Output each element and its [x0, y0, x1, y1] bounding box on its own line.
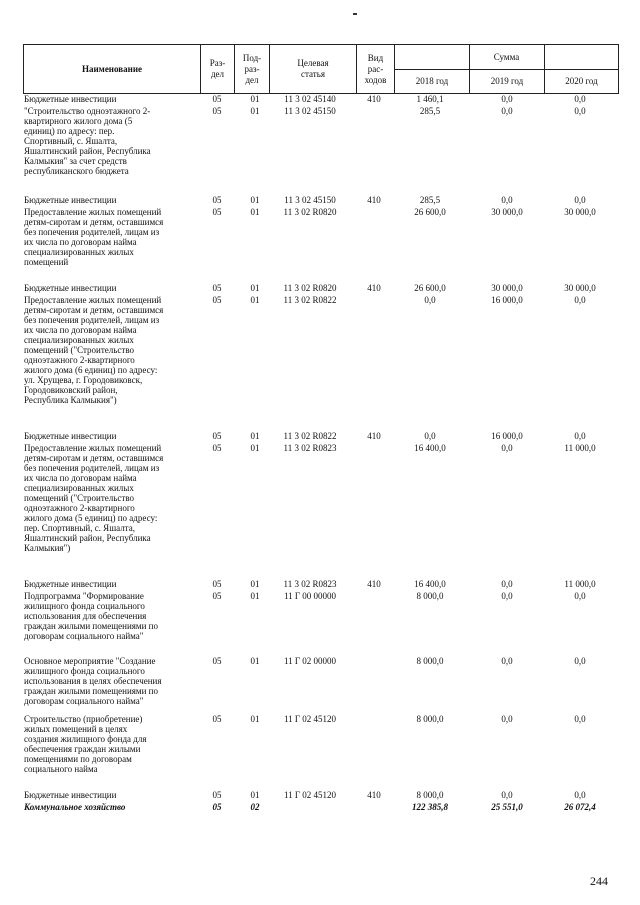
row-sum-2019: 0,0	[501, 714, 513, 724]
row-name: Предоставление жилых помещений детям-сиротам и детям, оставшимся без попечения родителей, лицам из их числа по договорам найма специализированных жилых помещений	[24, 207, 164, 267]
row-sum-2019: 0,0	[501, 591, 513, 601]
row-sum-2018: 8 000,0	[416, 656, 444, 666]
row-name: Бюджетные инвестиции	[24, 283, 117, 293]
row-razdel: 05	[212, 790, 222, 800]
row-name: Бюджетные инвестиции	[24, 431, 117, 441]
row-target: 11 3 02 R0823	[283, 443, 337, 453]
row-name: Предоставление жилых помещений детям-сиротам и детям, оставшимся без попечения родителей, лицам из их числа по договорам найма специализированных жилых помещений ("Строительство одноэтажного 2-квартирного жилого дома (6 единиц) по адресу: ул. Хрущева, г. Городовиковск, Городовиковский район, Республика Калмыкия")	[24, 295, 164, 405]
row-razdel: 05	[212, 283, 222, 293]
row-sum-2019: 0,0	[501, 443, 513, 453]
row-target: 11 3 02 R0823	[283, 579, 337, 589]
row-podrazdel: 01	[250, 591, 260, 601]
row-name: Предоставление жилых помещений детям-сиротам и детям, оставшимся без попечения родителей, лицам из их числа по договорам найма специализированных жилых помещений ("Строительство одноэтажного 2-квартирного жилого дома (5 единиц) по адресу: пер. Спортивный, с. Яшалта, Яшалтинский район, Республика Калмыкия")	[24, 443, 164, 553]
header-2019: 2019 год	[490, 76, 524, 86]
row-target: 11 Г 02 45120	[283, 790, 337, 800]
row-sum-2020: 11 000,0	[564, 443, 596, 453]
row-name: "Строительство одноэтажного 2- квартирного жилого дома (5 единиц) по адресу: пер. Спортивный, с. Яшалта, Яшалтинский район, Республика Калмыкия" за счет средств республиканского бюджета	[24, 106, 151, 176]
row-vid: 410	[367, 195, 381, 205]
row-podrazdel: 01	[250, 579, 260, 589]
row-sum-2020: 0,0	[574, 714, 586, 724]
row-podrazdel: 01	[250, 656, 260, 666]
row-sum-2020: 0,0	[574, 431, 586, 441]
row-sum-2018: 0,0	[424, 431, 436, 441]
row-target: 11 3 02 45140	[284, 94, 336, 104]
row-podrazdel: 01	[250, 790, 260, 800]
row-target: 11 3 02 R0822	[283, 295, 337, 305]
row-target: 11 Г 00 00000	[283, 591, 337, 601]
row-sum-2019: 16 000,0	[491, 295, 523, 305]
row-razdel: 05	[212, 295, 222, 305]
row-sum-2018: 26 600,0	[414, 283, 446, 293]
row-sum-2018: 1 460,1	[416, 94, 444, 104]
row-sum-2019: 16 000,0	[491, 431, 523, 441]
row-razdel: 05	[212, 207, 222, 217]
row-sum-2018: 26 600,0	[414, 207, 446, 217]
row-name: Бюджетные инвестиции	[24, 790, 117, 800]
header-podrazdel: Под- раз- дел	[242, 52, 262, 85]
header-name: Наименование	[82, 63, 142, 74]
row-podrazdel: 01	[250, 94, 260, 104]
row-name: Строительство (приобретение) жилых помещений в целях создания жилищного фонда для обеспечения граждан жилыми помещениями по договорам социального найма	[24, 714, 147, 774]
row-sum-2019: 0,0	[501, 106, 513, 116]
table-header	[23, 44, 619, 94]
row-razdel: 05	[212, 802, 222, 812]
header-vid: Вид рас- ходов	[364, 52, 387, 85]
top-mark	[353, 13, 357, 15]
row-sum-2018: 122 385,8	[412, 802, 448, 812]
row-podrazdel: 01	[250, 443, 260, 453]
row-target: 11 3 02 45150	[284, 106, 336, 116]
row-name: Бюджетные инвестиции	[24, 94, 117, 104]
row-sum-2020: 0,0	[574, 94, 586, 104]
row-sum-2019: 0,0	[501, 656, 513, 666]
row-name: Подпрограмма "Формирование жилищного фонда социального использования для обеспечения граждан жилыми помещениями по договорам социального найма"	[24, 591, 158, 641]
row-podrazdel: 01	[250, 295, 260, 305]
row-sum-2018: 8 000,0	[416, 790, 444, 800]
row-sum-2020: 0,0	[574, 591, 586, 601]
row-sum-2019: 30 000,0	[491, 283, 523, 293]
row-target: 11 Г 02 00000	[283, 656, 337, 666]
row-razdel: 05	[212, 431, 222, 441]
header-summa: Сумма	[493, 51, 520, 62]
row-sum-2020: 0,0	[574, 295, 586, 305]
row-sum-2018: 0,0	[424, 295, 436, 305]
row-vid: 410	[367, 790, 381, 800]
row-razdel: 05	[212, 443, 222, 453]
row-razdel: 05	[212, 579, 222, 589]
row-podrazdel: 01	[250, 106, 260, 116]
row-name: Основное мероприятие "Создание жилищного фонда социального использования в целях обеспечения граждан жилыми помещениями по договорам социального найма"	[24, 656, 162, 706]
row-sum-2019: 25 551,0	[491, 802, 523, 812]
row-sum-2019: 0,0	[501, 790, 513, 800]
row-podrazdel: 01	[250, 714, 260, 724]
row-target: 11 3 02 R0822	[283, 431, 337, 441]
row-sum-2018: 8 000,0	[416, 591, 444, 601]
row-sum-2019: 0,0	[501, 195, 513, 205]
row-name: Бюджетные инвестиции	[24, 195, 117, 205]
row-razdel: 05	[212, 94, 222, 104]
row-razdel: 05	[212, 656, 222, 666]
row-podrazdel: 02	[250, 802, 260, 812]
header-razdel: Раз- дел	[209, 58, 226, 79]
row-target: 11 Г 02 45120	[283, 714, 337, 724]
header-target: Целевая статья	[297, 58, 329, 79]
row-sum-2018: 285,5	[419, 106, 441, 116]
row-podrazdel: 01	[250, 431, 260, 441]
row-target: 11 3 02 R0820	[283, 283, 337, 293]
row-sum-2020: 0,0	[574, 656, 586, 666]
header-2020: 2020 год	[565, 76, 598, 86]
row-razdel: 05	[212, 106, 222, 116]
row-sum-2020: 30 000,0	[564, 207, 596, 217]
row-podrazdel: 01	[250, 207, 260, 217]
row-name: Бюджетные инвестиции	[24, 579, 117, 589]
row-sum-2018: 16 400,0	[414, 443, 446, 453]
row-vid: 410	[367, 579, 381, 589]
row-razdel: 05	[212, 714, 222, 724]
row-razdel: 05	[212, 195, 222, 205]
row-sum-2020: 30 000,0	[564, 283, 596, 293]
row-name: Коммунальное хозяйство	[24, 802, 126, 812]
row-vid: 410	[367, 94, 381, 104]
header-2018: 2018 год	[415, 76, 449, 86]
row-vid: 410	[367, 283, 381, 293]
row-vid: 410	[367, 431, 381, 441]
page-number: 244	[590, 874, 608, 888]
row-sum-2020: 0,0	[574, 106, 586, 116]
row-sum-2018: 16 400,0	[414, 579, 446, 589]
row-razdel: 05	[212, 591, 222, 601]
row-sum-2020: 0,0	[574, 195, 586, 205]
row-sum-2020: 11 000,0	[564, 579, 596, 589]
row-sum-2019: 0,0	[501, 94, 513, 104]
row-sum-2020: 26 072,4	[564, 802, 596, 812]
row-podrazdel: 01	[250, 195, 260, 205]
row-podrazdel: 01	[250, 283, 260, 293]
row-sum-2020: 0,0	[574, 790, 586, 800]
row-sum-2019: 30 000,0	[491, 207, 523, 217]
row-target: 11 3 02 45150	[284, 195, 336, 205]
row-target: 11 3 02 R0820	[283, 207, 337, 217]
row-sum-2019: 0,0	[501, 579, 513, 589]
row-sum-2018: 8 000,0	[416, 714, 444, 724]
row-sum-2018: 285,5	[419, 195, 441, 205]
